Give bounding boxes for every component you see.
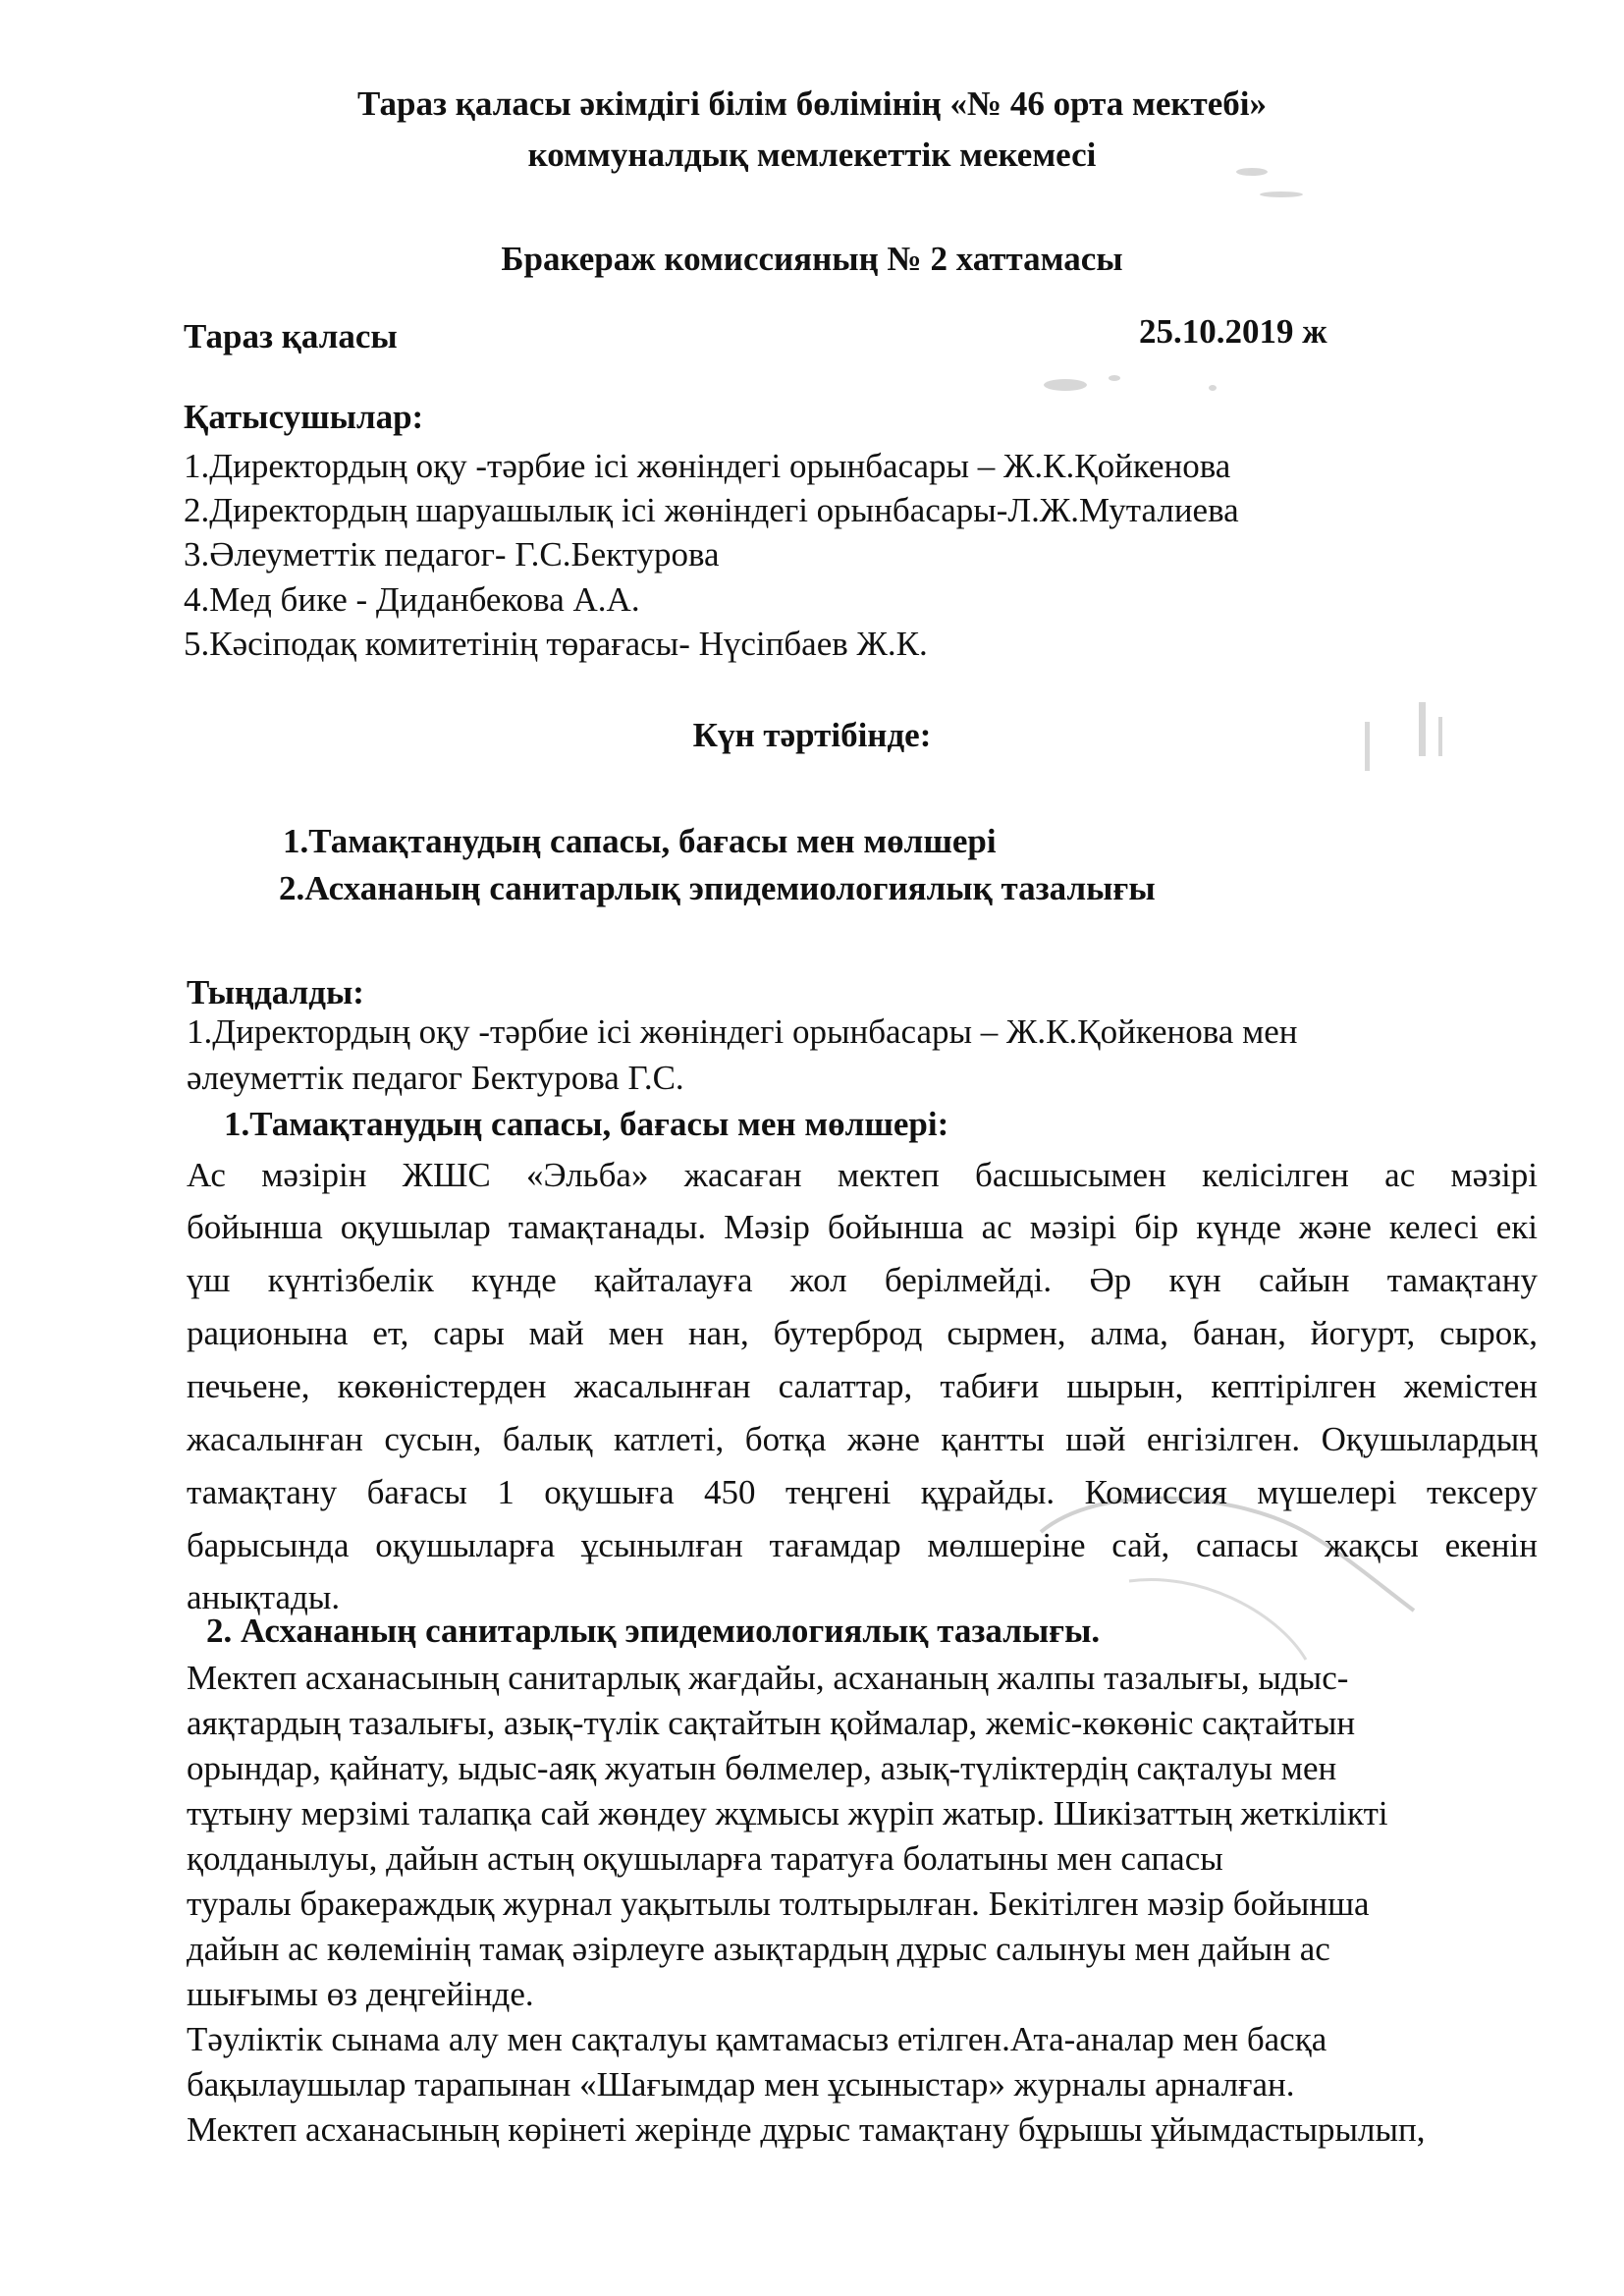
- section1-line: бойынша оқушылар тамақтанады. Мәзір бойынша ас мәзірі бір күнде және келесі екі: [187, 1208, 1538, 1246]
- section1-line: печьене, көкөністерден жасалынған салаттар, табиғи шырын, кептірілген жемістен: [187, 1367, 1538, 1405]
- section2-line: туралы бракераждық журнал уақытылы толтырылған. Бекітілген мәзір бойынша: [187, 1885, 1370, 1923]
- section2-line: аяқтардың тазалығы, азық-түлік сақтайтын қоймалар, жеміс-көкөніс сақтайтын: [187, 1704, 1356, 1742]
- heard-line: 1.Директордың оқу -тәрбие ісі жөніндегі орынбасары – Ж.К.Қойкенова мен: [187, 1012, 1298, 1051]
- section2-heading: 2. Асхананың санитарлық эпидемиологиялық тазалығы.: [206, 1612, 1101, 1650]
- section1-line: Ас мәзірін ЖШС «Эльба» жасаған мектеп басшысымен келісілген ас мәзірі: [187, 1156, 1538, 1194]
- org-name-line2: коммуналдық мемлекеттік мекемесі: [527, 136, 1097, 174]
- date: 25.10.2019 ж: [1139, 312, 1327, 351]
- section1-line: анықтады.: [187, 1578, 341, 1616]
- participant-item: 1.Директордың оқу -тәрбие ісі жөніндегі орынбасары – Ж.К.Қойкенова: [184, 447, 1231, 485]
- heard-line: әлеуметтік педагог Бектурова Г.С.: [187, 1059, 684, 1097]
- org-name-line1: Тараз қаласы әкімдігі білім бөлімінің «№ 46 орта мектебі»: [357, 84, 1267, 123]
- heard-heading: Тыңдалды:: [187, 973, 364, 1011]
- protocol-title: Бракераж комиссияның № 2 хаттамасы: [501, 240, 1123, 278]
- participant-item: 4.Мед бике - Диданбекова А.А.: [184, 580, 640, 619]
- agenda-item: 2.Асхананың санитарлық эпидемиологиялық тазалығы: [279, 869, 1156, 907]
- section2-line: Мектеп асханасының көрінеті жерінде дұрыс тамақтану бұрышы ұйымдастырылып,: [187, 2110, 1426, 2149]
- participant-item: 5.Кәсіподақ комитетінің төрағасы- Нүсіпбаев Ж.К.: [184, 625, 928, 663]
- section2-line: дайын ас көлемінің тамақ әзірлеуге азықтардың дұрыс салынуы мен дайын ас: [187, 1930, 1330, 1968]
- agenda-heading: Күн тәртібінде:: [692, 716, 932, 754]
- section1-line: рационына ет, сары май мен нан, бутерброд сырмен, алма, банан, йогурт, сырок,: [187, 1314, 1538, 1352]
- participant-item: 3.Әлеуметтік педагог- Г.С.Бектурова: [184, 535, 720, 574]
- section2-line: Тәуліктік сынама алу мен сақталуы қамтамасыз етілген.Ата-аналар мен басқа: [187, 2020, 1327, 2058]
- section2-line: қолданылуы, дайын астың оқушыларға таратуға болатыны мен сапасы: [187, 1839, 1223, 1878]
- section2-line: Мектеп асханасының санитарлық жағдайы, асхананың жалпы тазалығы, ыдыс-: [187, 1659, 1349, 1697]
- section1-heading: 1.Тамақтанудың сапасы, бағасы мен мөлшері:: [224, 1105, 949, 1143]
- participant-item: 2.Директордың шаруашылық ісі жөніндегі орынбасары-Л.Ж.Муталиева: [184, 491, 1239, 529]
- section2-line: орындар, қайнату, ыдыс-аяқ жуатын бөлмелер, азық-түліктердің сақталуы мен: [187, 1749, 1337, 1787]
- city: Тараз қаласы: [184, 317, 398, 355]
- section1-line: тамақтану бағасы 1 оқушыға 450 теңгені құрайды. Комиссия мүшелері тексеру: [187, 1473, 1538, 1511]
- participants-heading: Қатысушылар:: [184, 398, 424, 436]
- section1-line: барысында оқушыларға ұсынылған тағамдар мөлшеріне сай, сапасы жақсы екенін: [187, 1526, 1538, 1564]
- section2-line: бақылаушылар тарапынан «Шағымдар мен ұсыныстар» журналы арналған.: [187, 2065, 1295, 2104]
- section2-line: тұтыну мерзімі талапқа сай жөндеу жұмысы жүріп жатыр. Шикізаттың жеткілікті: [187, 1794, 1388, 1832]
- section1-line: үш күнтізбелік күнде қайталауға жол берілмейді. Әр күн сайын тамақтану: [187, 1261, 1538, 1299]
- section1-line: жасалынған сусын, балық катлеті, ботқа және қантты шәй енгізілген. Оқушылардың: [187, 1420, 1538, 1458]
- agenda-item: 1.Тамақтанудың сапасы, бағасы мен мөлшері: [283, 822, 997, 860]
- section2-line: шығымы өз деңгейінде.: [187, 1975, 534, 2013]
